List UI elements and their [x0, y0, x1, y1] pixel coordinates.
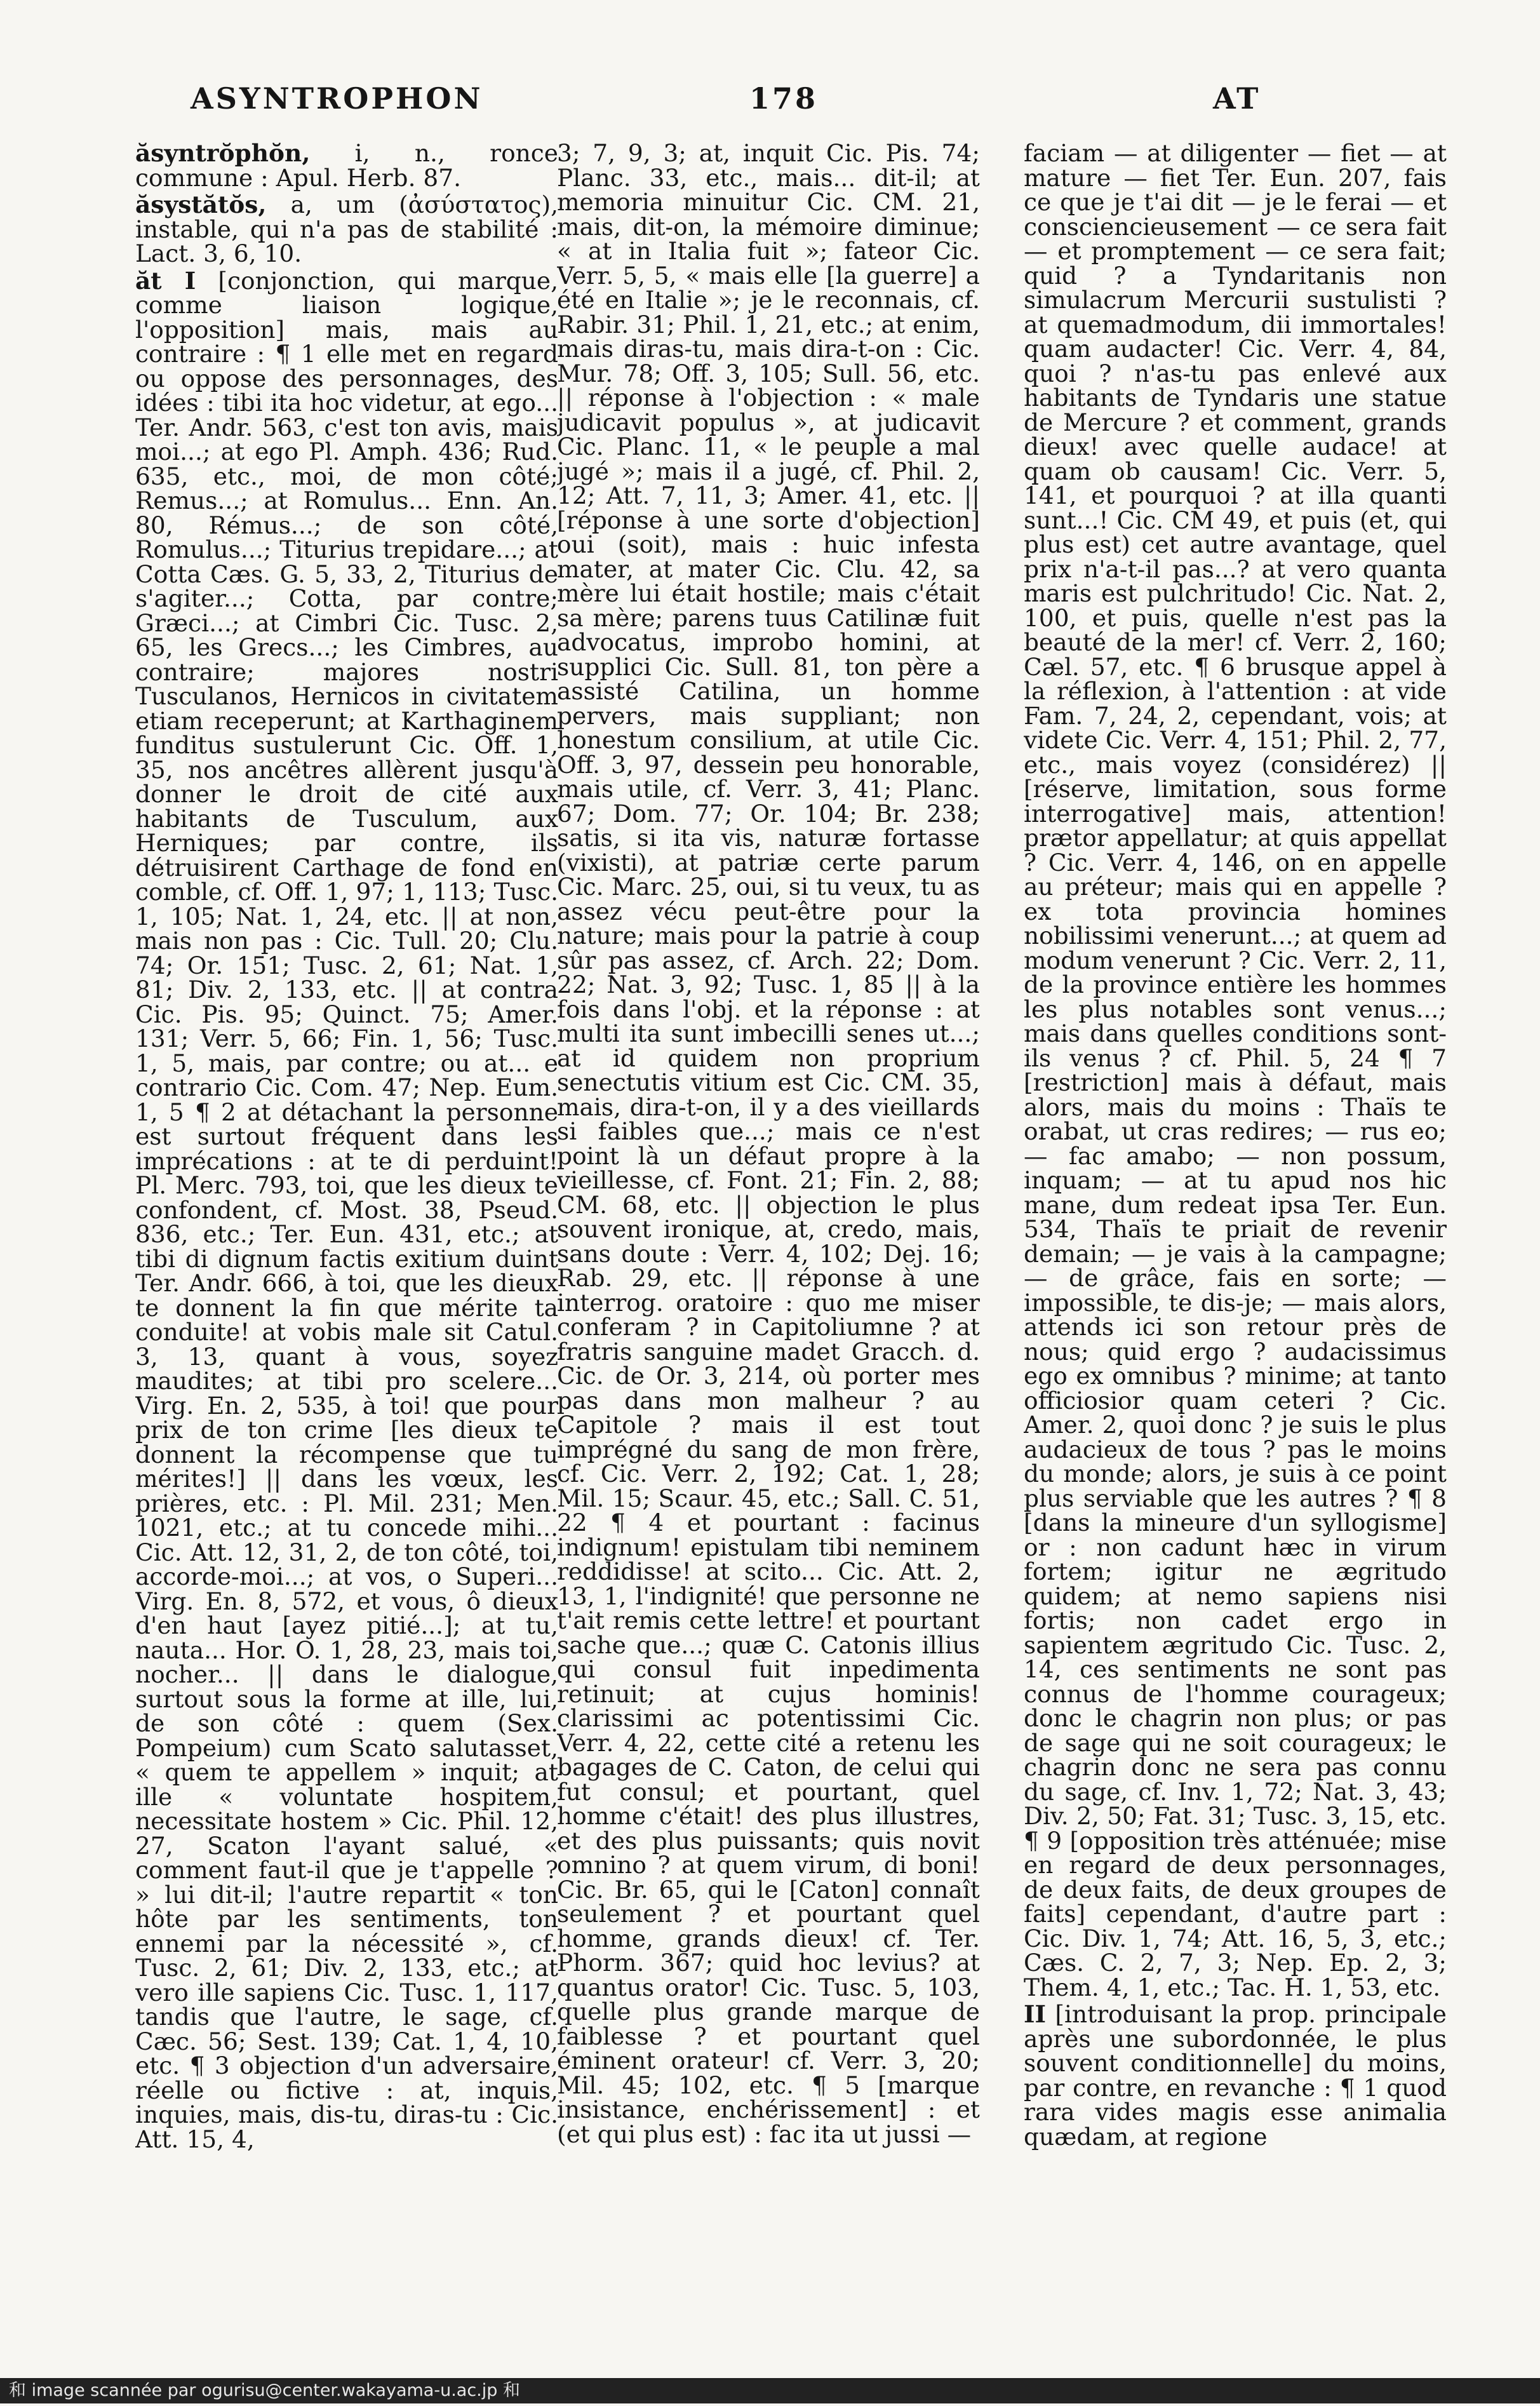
lemma: ăt I [135, 266, 196, 295]
entry-text: 3; 7, 9, 3; at, inquit Cic. Pis. 74; Planc. 33, etc., mais... dit-il; at memoria minuitur Cic. CM. 21, mais, dit-on, la mémoire diminue; « at in Italia fuit »; fateor Cic. Verr. 5, 5, « mais elle [la guerre] a été en Italie »; je le reconnais, cf. Rabir. 31; Phil. 1, 21, etc.; at enim, mais diras-tu, mais dira-t-on : Cic. Mur. 78; Off. 3, 105; Sull. 56, etc. || réponse à l'objection : « male judicavit populus », at judicavit Cic. Planc. 11, « le peuple a mal jugé »; mais il a jugé, cf. Phil. 2, 12; Att. 7, 11, 3; Amer. 41, etc. || [réponse à une sorte d'objection] oui (soit), mais : huic infesta mater, at mater Cic. Clu. 42, sa mère lui était hostile; mais c'était sa mère; parens tuus Catilinæ fuit advocatus, improbo homini, at supplici Cic. Sull. 81, ton père a assisté Catilina, un homme pervers, mais suppliant; non honestum consilium, at utile Cic. Off. 3, 97, dessein peu honorable, mais utile, cf. Verr. 3, 41; Planc. 67; Dom. 77; Or. 104; Br. 238; satis, si ita vis, naturæ fortasse (vixisti), at patriæ certe parum Cic. Marc. 25, oui, si tu veux, tu as assez vécu peut-être pour la nature; mais pour la patrie à coup sûr pas assez, cf. Arch. 22; Dom. 22; Nat. 3, 92; Tusc. 1, 85 || à la fois dans l'obj. et la réponse : at multi ita sunt imbecilli senes ut...; at id quidem non proprium senectutis vitium est Cic. CM. 35, mais, dira-t-on, il y a des vieillards si faibles que...; mais ce n'est point là un défaut propre à la vieillesse, cf. Font. 21; Fin. 2, 88; CM. 68, etc. || objection le plus souvent ironique, at, credo, mais, sans doute : Verr. 4, 102; Dej. 16; Rab. 29, etc. || réponse à une interrog. oratoire : quo me miser conferam ? in Capitoliumne ? at fratris sanguine madet Gracch. d. Cic. de Or. 3, 214, où porter mes pas dans mon malheur ? au Capitole ? mais il est tout imprégné du sang de mon frère, cf. Cic. Verr. 2, 192; Cat. 1, 28; Mil. 15; Scaur. 45, etc.; Sall. C. 51, 22 ¶ 4 et pourtant : facinus indignum! epistulam tibi neminem reddidisse! at scito... Cic. Att. 2, 13, 1, l'indignité! que personne ne t'ait remis cette lettre! et pourtant sache que...; quæ C. Catonis illius qui consul fuit inpedimenta retinuit; at cujus hominis! clarissimi ac potentissimi Cic. Verr. 4, 22, cette cité a retenu les bagages de C. Caton, de celui qui fut consul; et pourtant, quel homme c'était! des plus illustres, et des plus puissants; quis novit omnino ? at quem virum, di boni! Cic. Br. 65, qui le [Caton] connaît seulement ? et pourtant quel homme, grands dieux! cf. Ter. Phorm. 367; quid hoc levius? at quantus orator! Cic. Tusc. 5, 103, quelle plus grande marque de faiblesse ? et pourtant quel éminent orateur! cf. Verr. 3, 20; Mil. 45; 102, etc. ¶ 5 [marque insistance, enchérissement] : et (et qui plus est) : fac ita ut jussi — [557, 141, 980, 2148]
header-left-entry: ASYNTROPHON [191, 81, 483, 116]
entry-text: [introduisant la prop. principale après une subordonnée, le plus souvent conditionnelle] du moins, par contre, en revanche : ¶ 1 quod rara vides magis esse animalia quædam, at regione [1024, 2000, 1447, 2151]
entry-text: a, um (ἀσύστατος), instable, qui n'a pas de stabilité : Lact. 3, 6, 10. [135, 191, 558, 267]
page-number: 178 [749, 81, 819, 116]
entry-at-continued [1024, 141, 1447, 1999]
header-right-entry: AT [1213, 81, 1261, 116]
column-1 [135, 141, 558, 2339]
entry-at-section-ii [1024, 2002, 1447, 2149]
entry-text: [conjonction, qui marque, comme liaison logique, l'opposition] mais, mais au contraire : ¶ 1 elle met en regard ou oppose des personnages, des idées : tibi ita hoc videtur, at ego... Ter. Andr. 563, c'est ton avis, mais moi...; at ego Pl. Amph. 436; Rud. 635, etc., moi, de mon côté; Remus...; at Romulus... Enn. An. 80, Rémus...; de son côté, Romulus...; Titurius trepidare...; at Cotta Cæs. G. 5, 33, 2, Titurius de s'agiter...; Cotta, par contre; Græci...; at Cimbri Cic. Tusc. 2, 65, les Grecs...; les Cimbres, au contraire; majores nostri Tusculanos, Hernicos in civitatem etiam receperunt; at Karthaginem funditus sustulerunt Cic. Off. 1, 35, nos ancêtres allèrent jusqu'à donner le droit de cité aux habitants de Tusculum, aux Herniques; par contre, ils détruisirent Carthage de fond en comble, cf. Off. 1, 97; 1, 113; Tusc. 1, 105; Nat. 1, 24, etc. || at non, mais non pas : Cic. Tull. 20; Clu. 74; Or. 151; Tusc. 2, 61; Nat. 1, 81; Div. 2, 133, etc. || at contra Cic. Pis. 95; Quinct. 75; Amer. 131; Verr. 5, 66; Fin. 1, 56; Tusc. 1, 5, mais, par contre; ou at... e contrario Cic. Com. 47; Nep. Eum. 1, 5 ¶ 2 at détachant la personne est surtout fréquent dans les imprécations : at te di perduint! Pl. Merc. 793, toi, que les dieux te confondent, cf. Most. 38, Pseud. 836, etc.; Ter. Eun. 431, etc.; at tibi di dignum factis exitium duint Ter. Andr. 666, à toi, que les dieux te donnent la fin que mérite ta conduite! at vobis male sit Catul. 3, 13, quant à vous, soyez maudites; at tibi pro scelere... Virg. En. 2, 535, à toi! que pour prix de ton crime [les dieux te donnent la récompense que tu mérites!] || dans les vœux, les prières, etc. : Pl. Mil. 231; Men. 1021, etc.; at tu concede mihi... Cic. Att. 12, 31, 2, de ton côté, toi, accorde-moi...; at vos, o Superi... Virg. En. 8, 572, et vous, ô dieux d'en haut [ayez pitié...]; at tu, nauta... Hor. O. 1, 28, 23, mais toi, nocher... || dans le dialogue, surtout sous la forme at ille, lui, de son côté : quem (Sex. Pompeium) cum Scato salutasset, « quem te appellem » inquit; at ille « voluntate hospitem, necessitate hostem » Cic. Phil. 12, 27, Scaton l'ayant salué, « comment faut-il que je t'appelle ? » lui dit-il; l'autre repartit « ton hôte par les sentiments, ton ennemi par la nécessité », cf. Tusc. 2, 61; Div. 2, 133, etc.; at vero ille sapiens Cic. Tusc. 1, 117, tandis que l'autre, le sage, cf. Cæc. 56; Sest. 139; Cat. 1, 4, 10, etc. ¶ 3 objection d'un adversaire, réelle ou fictive : at, inquis, inquies, mais, dis-tu, diras-tu : Cic. Att. 15, 4, [135, 266, 558, 2153]
column-3 [1024, 141, 1447, 2339]
entry-text: i, n., ronce commune : Apul. Herb. 87. [135, 141, 558, 192]
lemma: ăsystătŏs, [135, 191, 267, 218]
entry-at [135, 266, 558, 2153]
entry-at-continued [557, 141, 980, 2146]
entry-text: faciam — at diligenter — fiet — at mature — fiet Ter. Eun. 207, fais ce que je t'ai dit — je le ferai — et consciencieusement — ce sera fait — et promptement — ce sera fait; quid ? a Tyndaritanis non simulacrum Mercurii sustulisti ? at quemadmodum, dii immortales! quam audacter! Cic. Verr. 4, 84, quoi ? n'as-tu pas enlevé aux habitants de Tyndaris une statue de Mercure ? et comment, grands dieux! avec quelle audace! at quam ob causam! Cic. Verr. 5, 141, et pourquoi ? at illa quanti sunt...! Cic. CM 49, et puis (et, qui plus est) cet autre avantage, quel prix n'a-t-il pas...? at vero quanta maris est pulchritudo! Cic. Nat. 2, 100, et puis, quelle n'est pas la beauté de la mer! cf. Verr. 2, 160; Cæl. 57, etc. ¶ 6 brusque appel à la réflexion, à l'attention : at vide Fam. 7, 24, 2, cependant, vois; at videte Cic. Verr. 4, 151; Phil. 2, 77, etc., mais voyez (considérez) || [réserve, limitation, sous forme interrogative] mais, attention! prætor appellatur; at quis appellat ? Cic. Verr. 4, 146, on en appelle au préteur; mais qui en appelle ? ex tota provincia homines nobilissimi venerunt...; at quem ad modum venerunt ? Cic. Verr. 2, 11, de la province entière les hommes les plus notables sont venus...; mais dans quelles conditions sont-ils venus ? cf. Phil. 5, 24 ¶ 7 [restriction] mais à défaut, mais alors, mais du moins : Thaïs te orabat, ut cras redires; — rus eo; — fac amabo; — non possum, inquam; — at tu apud nos hic mane, dum redeat ipsa Ter. Eun. 534, Thaïs te priait de revenir demain; — je vais à la campagne; — de grâce, fais en sorte; — impossible, te dis-je; — mais alors, attends ici son retour près de nous; quid ergo ? audacissimus ego ex omnibus ? minime; at tanto officiosior quam ceteri ? Cic. Amer. 2, quoi donc ? je suis le plus audacieux de tous ? pas le moins du monde; alors, je suis à ce point plus serviable que les autres ? ¶ 8 [dans la mineure d'un syllogisme] or : non cadunt hæc in virum fortem; igitur ne ægritudo quidem; at nemo sapiens nisi fortis; non cadet ergo in sapientem ægritudo Cic. Tusc. 2, 14, ces sentiments ne sont pas connus de l'homme courageux; donc le chagrin non plus; or pas de sage qui ne soit courageux; le chagrin donc ne sera pas connu du sage, cf. Inv. 1, 72; Nat. 3, 43; Div. 2, 50; Fat. 31; Tusc. 3, 15, etc. ¶ 9 [opposition très atténuée; mise en regard de deux personnages, de deux faits, de deux groupes de faits] cependant, d'autre part : Cic. Div. 1, 74; Att. 16, 5, 3, etc.; Cæs. C. 2, 7, 3; Nep. Ep. 2, 3; Them. 4, 1, etc.; Tac. H. 1, 53, etc. [1024, 141, 1447, 2001]
lemma: II [1024, 2000, 1047, 2028]
lemma: ăsyntrŏphŏn, [135, 141, 311, 167]
page-header [0, 81, 1540, 132]
column-2 [557, 141, 980, 2339]
scan-credit-footer: 和 image scannée par ogurisu@center.wakayama-u.ac.jp 和 [0, 2378, 1540, 2403]
entry-asystatos [135, 192, 558, 266]
entry-asyntrophon [135, 141, 558, 190]
